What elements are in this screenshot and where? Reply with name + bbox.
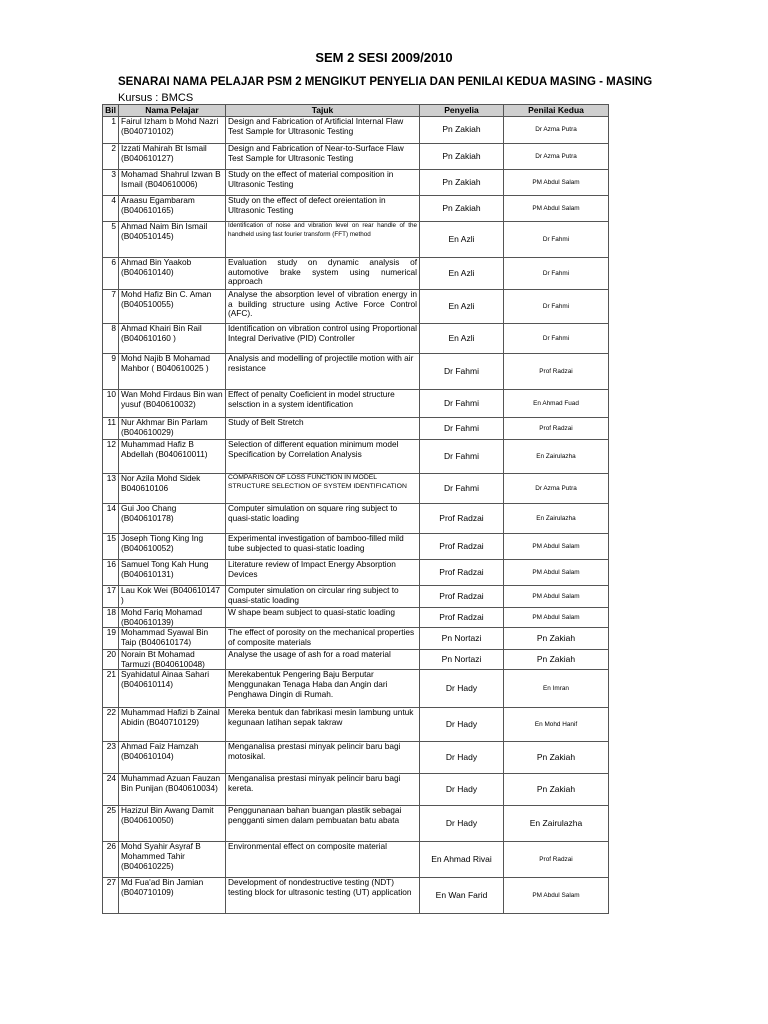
student-name: Norain Bt Mohamad Tarmuzi (B040610048): [119, 650, 226, 670]
supervisor: Dr Fahmi: [420, 354, 504, 390]
supervisor: Dr Fahmi: [420, 390, 504, 418]
row-number: 9: [103, 354, 119, 390]
project-title: Literature review of Impact Energy Absorption Devices: [226, 560, 420, 586]
row-number: 27: [103, 878, 119, 914]
project-title: Development of nondestructive testing (NDT) testing block for ultrasonic testing (UT) application: [226, 878, 420, 914]
project-title: Environmental effect on composite material: [226, 842, 420, 878]
second-examiner: Dr Azma Putra: [504, 474, 609, 504]
table-row: [103, 878, 609, 914]
project-title: Computer simulation on square ring subject to quasi-static loading: [226, 504, 420, 534]
second-examiner: Prof Radzai: [504, 354, 609, 390]
student-name: Nur Akhmar Bin Parlam (B040610029): [119, 418, 226, 440]
row-number: 8: [103, 324, 119, 354]
project-title: Design and Fabrication of Near-to-Surface Flaw Test Sample for Ultrasonic Testing: [226, 144, 420, 170]
table-row: [103, 628, 609, 650]
row-number: 26: [103, 842, 119, 878]
student-name: Samuel Tong Kah Hung (B040610131): [119, 560, 226, 586]
supervisor: Prof Radzai: [420, 586, 504, 608]
student-name: Fairul Izham b Mohd Nazri (B040710102): [119, 117, 226, 144]
student-name: Muhammad Hafizi b Zainal Abidin (B040710129): [119, 708, 226, 742]
table-row: [103, 170, 609, 196]
table-row: [103, 290, 609, 324]
row-number: 24: [103, 774, 119, 806]
project-title: Identification of noise and vibration level on rear handle of the handheld using fast fourier transform (FFT) method: [226, 222, 420, 258]
row-number: 10: [103, 390, 119, 418]
column-header-tajuk: Tajuk: [226, 105, 420, 117]
supervisor: Dr Hady: [420, 670, 504, 708]
student-name: Mohd Fariq Mohamad (B040610139): [119, 608, 226, 628]
column-header-penyelia: Penyelia: [420, 105, 504, 117]
row-number: 11: [103, 418, 119, 440]
row-number: 13: [103, 474, 119, 504]
second-examiner: Pn Zakiah: [504, 650, 609, 670]
second-examiner: En Imran: [504, 670, 609, 708]
table-row: [103, 534, 609, 560]
table-row: [103, 324, 609, 354]
second-examiner: Dr Azma Putra: [504, 117, 609, 144]
table-row: [103, 474, 609, 504]
supervisor: Pn Nortazi: [420, 628, 504, 650]
student-name: Lau Kok Wei (B040610147 ): [119, 586, 226, 608]
row-number: 7: [103, 290, 119, 324]
project-title: Computer simulation on circular ring subject to quasi-static loading: [226, 586, 420, 608]
supervisor: Dr Fahmi: [420, 440, 504, 474]
student-name: Ahmad Bin Yaakob (B040610140): [119, 258, 226, 290]
second-examiner: En Ahmad Fuad: [504, 390, 609, 418]
student-name: Mohd Syahir Asyraf B Mohammed Tahir (B040610225): [119, 842, 226, 878]
row-number: 1: [103, 117, 119, 144]
second-examiner: PM Abdul Salam: [504, 878, 609, 914]
project-title: W shape beam subject to quasi-static loading: [226, 608, 420, 628]
second-examiner: PM Abdul Salam: [504, 586, 609, 608]
table-row: [103, 440, 609, 474]
table-row: [103, 418, 609, 440]
table-row: [103, 774, 609, 806]
table-row: [103, 258, 609, 290]
table-row: [103, 390, 609, 418]
second-examiner: Pn Zakiah: [504, 628, 609, 650]
project-title: Analyse the usage of ash for a road material: [226, 650, 420, 670]
supervisor: En Wan Farid: [420, 878, 504, 914]
student-name: Ahmad Faiz Hamzah (B040610104): [119, 742, 226, 774]
supervisor: Dr Fahmi: [420, 474, 504, 504]
second-examiner: Dr Fahmi: [504, 324, 609, 354]
supervisor: En Azli: [420, 324, 504, 354]
row-number: 3: [103, 170, 119, 196]
second-examiner: PM Abdul Salam: [504, 608, 609, 628]
row-number: 22: [103, 708, 119, 742]
supervisor: En Azli: [420, 222, 504, 258]
supervisor: Dr Hady: [420, 708, 504, 742]
student-name: Md Fua'ad Bin Jamian (B040710109): [119, 878, 226, 914]
project-title: Mereka bentuk dan fabrikasi mesin lambung untuk kegunaan latihan sepak takraw: [226, 708, 420, 742]
row-number: 4: [103, 196, 119, 222]
second-examiner: En Zairulazha: [504, 504, 609, 534]
table-row: [103, 806, 609, 842]
column-header-bil: Bil: [103, 105, 119, 117]
student-name: Wan Mohd Firdaus Bin wan yusuf (B040610032): [119, 390, 226, 418]
second-examiner: Pn Zakiah: [504, 774, 609, 806]
supervisor: Pn Zakiah: [420, 117, 504, 144]
student-name: Mohamad Shahrul Izwan B Ismail (B040610006): [119, 170, 226, 196]
project-title: Penggunanaan bahan buangan plastik sebagai pengganti simen dalam pembuatan batu abata: [226, 806, 420, 842]
table-row: [103, 708, 609, 742]
student-name: Joseph Tiong King Ing (B040610052): [119, 534, 226, 560]
row-number: 17: [103, 586, 119, 608]
page-title: SEM 2 SESI 2009/2010: [315, 50, 453, 65]
project-title: Evaluation study on dynamic analysis of automotive brake system using numerical approach: [226, 258, 420, 290]
project-title: The effect of porosity on the mechanical properties of composite materials: [226, 628, 420, 650]
supervisor: En Azli: [420, 258, 504, 290]
second-examiner: Dr Fahmi: [504, 258, 609, 290]
second-examiner: PM Abdul Salam: [504, 560, 609, 586]
supervisor: Dr Hady: [420, 806, 504, 842]
supervisor: Dr Hady: [420, 774, 504, 806]
row-number: 16: [103, 560, 119, 586]
list-heading: SENARAI NAMA PELAJAR PSM 2 MENGIKUT PENYELIA DAN PENILAI KEDUA MASING - MASING: [118, 76, 653, 88]
supervisor: Dr Fahmi: [420, 418, 504, 440]
student-table: [102, 104, 609, 914]
supervisor: Prof Radzai: [420, 560, 504, 586]
column-header-penilai: Penilai Kedua: [504, 105, 609, 117]
second-examiner: En Zairulazha: [504, 806, 609, 842]
project-title: Study of Belt Stretch: [226, 418, 420, 440]
student-name: Mohammad Syawal Bin Taip (B040610174): [119, 628, 226, 650]
row-number: 21: [103, 670, 119, 708]
student-name: Ahmad Naim Bin Ismail (B040510145): [119, 222, 226, 258]
row-number: 6: [103, 258, 119, 290]
column-header-nama: Nama Pelajar: [119, 105, 226, 117]
second-examiner: Dr Azma Putra: [504, 144, 609, 170]
student-name: Syahidatul Ainaa Sahari (B040610114): [119, 670, 226, 708]
student-name: Gui Joo Chang (B040610178): [119, 504, 226, 534]
supervisor: Prof Radzai: [420, 504, 504, 534]
table-row: [103, 354, 609, 390]
project-title: Identification on vibration control using Proportional Integral Derivative (PID) Controller: [226, 324, 420, 354]
supervisor: Pn Zakiah: [420, 170, 504, 196]
row-number: 12: [103, 440, 119, 474]
second-examiner: PM Abdul Salam: [504, 534, 609, 560]
student-name: Izzati Mahirah Bt Ismail (B040610127): [119, 144, 226, 170]
row-number: 23: [103, 742, 119, 774]
row-number: 5: [103, 222, 119, 258]
second-examiner: Prof Radzai: [504, 842, 609, 878]
table-row: [103, 504, 609, 534]
supervisor: Prof Radzai: [420, 608, 504, 628]
table-row: [103, 222, 609, 258]
second-examiner: Prof Radzai: [504, 418, 609, 440]
row-number: 2: [103, 144, 119, 170]
second-examiner: En Mohd Hanif: [504, 708, 609, 742]
table-row: [103, 196, 609, 222]
row-number: 18: [103, 608, 119, 628]
project-title: Design and Fabrication of Artificial Internal Flaw Test Sample for Ultrasonic Testing: [226, 117, 420, 144]
row-number: 15: [103, 534, 119, 560]
student-name: Ahmad Khairi Bin Rail (B040610160 ): [119, 324, 226, 354]
supervisor: Pn Zakiah: [420, 196, 504, 222]
project-title: Analyse the absorption level of vibration energy in a building structure using Active Force Control (AFC).: [226, 290, 420, 324]
project-title: Study on the effect of defect oreientation in Ultrasonic Testing: [226, 196, 420, 222]
supervisor: En Azli: [420, 290, 504, 324]
student-name: Nor Azila Mohd Sidek B040610106: [119, 474, 226, 504]
project-title: Menganalisa prestasi minyak pelincir baru bagi motosikal.: [226, 742, 420, 774]
project-title: COMPARISON OF LOSS FUNCTION IN MODEL STRUCTURE SELECTION OF SYSTEM IDENTIFICATION: [226, 474, 420, 504]
supervisor: Prof Radzai: [420, 534, 504, 560]
second-examiner: En Zairulazha: [504, 440, 609, 474]
supervisor: En Ahmad Rivai: [420, 842, 504, 878]
table-row: [103, 670, 609, 708]
student-name: Araasu Egambaram (B040610165): [119, 196, 226, 222]
project-title: Merekabentuk Pengering Baju Berputar Menggunakan Tenaga Haba dan Angin dari Penghawa Dingin di Rumah.: [226, 670, 420, 708]
student-name: Mohd Hafiz Bin C. Aman (B040510055): [119, 290, 226, 324]
student-name: Hazizul Bin Awang Damit (B040610050): [119, 806, 226, 842]
project-title: Experimental investigation of bamboo-filled mild tube subjected to quasi-static loading: [226, 534, 420, 560]
supervisor: Pn Nortazi: [420, 650, 504, 670]
project-title: Effect of penalty Coeficient in model structure selsction in a system identification: [226, 390, 420, 418]
student-name: Muhammad Azuan Fauzan Bin Punijan (B040610034): [119, 774, 226, 806]
student-name: Mohd Najib B Mohamad Mahbor ( B040610025 ): [119, 354, 226, 390]
row-number: 14: [103, 504, 119, 534]
supervisor: Pn Zakiah: [420, 144, 504, 170]
project-title: Menganalisa prestasi minyak pelincir baru bagi kereta.: [226, 774, 420, 806]
second-examiner: PM Abdul Salam: [504, 170, 609, 196]
project-title: Analysis and modelling of projectile motion with air resistance: [226, 354, 420, 390]
student-name: Muhammad Hafiz B Abdellah (B040610011): [119, 440, 226, 474]
project-title: Selection of different equation minimum model Specification by Correlation Analysis: [226, 440, 420, 474]
project-title: Study on the effect of material composition in Ultrasonic Testing: [226, 170, 420, 196]
table-row: [103, 742, 609, 774]
table-row: [103, 842, 609, 878]
row-number: 20: [103, 650, 119, 670]
table-row: [103, 560, 609, 586]
table-row: [103, 144, 609, 170]
second-examiner: Dr Fahmi: [504, 290, 609, 324]
row-number: 19: [103, 628, 119, 650]
supervisor: Dr Hady: [420, 742, 504, 774]
second-examiner: Pn Zakiah: [504, 742, 609, 774]
course-label: Kursus : BMCS: [118, 92, 194, 104]
second-examiner: Dr Fahmi: [504, 222, 609, 258]
second-examiner: PM Abdul Salam: [504, 196, 609, 222]
row-number: 25: [103, 806, 119, 842]
table-row: [103, 586, 609, 608]
table-row: [103, 117, 609, 144]
table-row: [103, 608, 609, 628]
table-row: [103, 650, 609, 670]
table-header-row: [103, 105, 609, 117]
